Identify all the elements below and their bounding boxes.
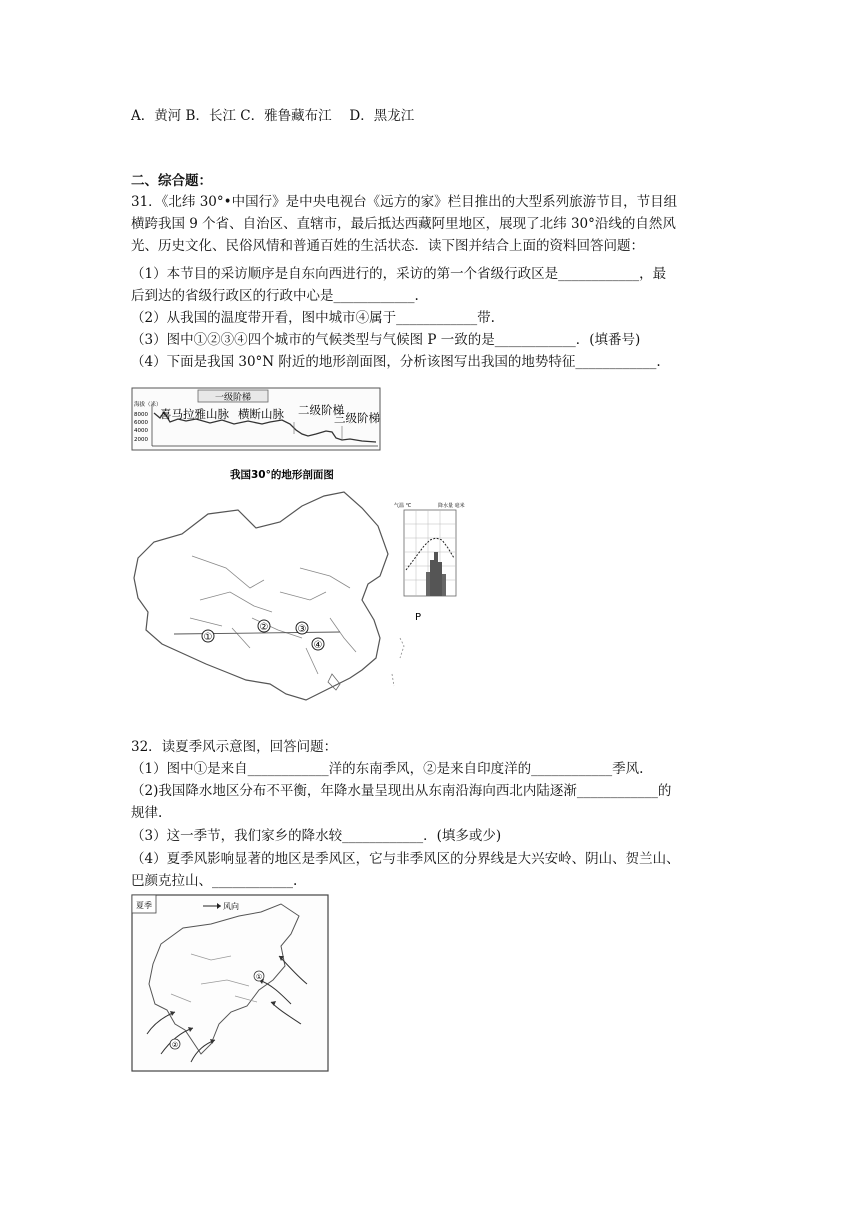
monsoon-marker-1: ① bbox=[255, 973, 263, 981]
svg-text:4000: 4000 bbox=[134, 428, 148, 434]
svg-text:8000: 8000 bbox=[134, 412, 148, 418]
marker-4: ④ bbox=[313, 640, 323, 651]
summer-monsoon-map bbox=[131, 894, 329, 1072]
svg-text:2000: 2000 bbox=[134, 437, 148, 443]
q32-part4-a: （4）夏季风影响显著的地区是季风区，它与非季风区的分界线是大兴安岭、阴山、贺兰山、 bbox=[131, 851, 680, 867]
q32-part2-b: 规律. bbox=[131, 805, 163, 821]
q31-part1-a: （1）本节目的采访顺序是自东向西进行的，采访的第一个省级行政区是____________，最 bbox=[131, 266, 667, 282]
monsoon-marker-2: ② bbox=[171, 1041, 179, 1049]
marker-1: ① bbox=[203, 632, 213, 643]
q32-intro: 32．读夏季风示意图，回答问题： bbox=[131, 739, 338, 755]
latitude-30-line bbox=[174, 632, 340, 634]
climate-chart-label: P bbox=[414, 612, 422, 623]
q31-part2: （2）从我国的温度带开看，图中城市④属于____________带. bbox=[131, 310, 495, 326]
season-label: 夏季 bbox=[136, 901, 152, 910]
profile-axis-label: 海拔（米） bbox=[134, 402, 162, 408]
q31-part3: （3）图中①②③④四个城市的气候类型与气候图 P 一致的是____________．(填番号) bbox=[131, 332, 641, 348]
q31-part4: （4）下面是我国 30°N 附近的地形剖面图，分析该图写出我国的地势特征____________. bbox=[131, 354, 661, 370]
q32-part3: （3）这一季节，我们家乡的降水较____________．(填多或少) bbox=[131, 828, 502, 844]
q31-intro-2: 横跨我国 9 个省、自治区、直辖市，最后抵达西藏阿里地区，展现了北纬 30°沿线的自然风 bbox=[131, 216, 676, 232]
marker-3: ③ bbox=[297, 624, 307, 635]
section-title: 二、综合题： bbox=[131, 173, 212, 189]
svg-text:6000: 6000 bbox=[134, 420, 148, 426]
climate-chart-p bbox=[392, 500, 474, 626]
label-step2: 二级阶梯 bbox=[298, 403, 344, 417]
q32-part1: （1）图中①是来自____________洋的东南季风，②是来自印度洋的____________季风. bbox=[131, 761, 644, 777]
q31-part1-b: 后到达的省级行政区的行政中心是____________. bbox=[131, 288, 419, 304]
svg-text:降水量 毫米: 降水量 毫米 bbox=[438, 503, 465, 509]
label-himalaya: 喜马拉雅山脉 bbox=[160, 407, 229, 421]
q31-intro-1: 31．《北纬 30°•中国行》是中央电视台《远方的家》栏目推出的大型系列旅游节目，节目组 bbox=[131, 194, 678, 210]
q32-part4-b: 巴颜克拉山、____________. bbox=[131, 873, 298, 889]
china-outline bbox=[134, 492, 388, 700]
profile-header: 一级阶梯 bbox=[214, 393, 252, 403]
svg-text:气温 ℃: 气温 ℃ bbox=[394, 503, 412, 509]
terrain-profile-figure bbox=[130, 386, 392, 484]
profile-caption: 我国30°的地形剖面图 bbox=[230, 469, 334, 481]
marker-2: ② bbox=[259, 622, 269, 633]
legend-label: 风向 bbox=[223, 902, 239, 911]
label-hengduan: 横断山脉 bbox=[238, 407, 284, 421]
q31-intro-3: 光、历史文化、民俗风情和普通百姓的生活状态．读下图并结合上面的资料回答问题： bbox=[131, 238, 644, 254]
q30-options: A．黄河 B．长江 C．雅鲁藏布江 D．黑龙江 bbox=[131, 108, 415, 124]
label-step3: 三级阶梯 bbox=[334, 411, 380, 425]
q32-part2-a: （2)我国降水地区分布不平衡，年降水量呈现出从东南沿海向西北内陆逐渐____________的 bbox=[131, 783, 672, 799]
